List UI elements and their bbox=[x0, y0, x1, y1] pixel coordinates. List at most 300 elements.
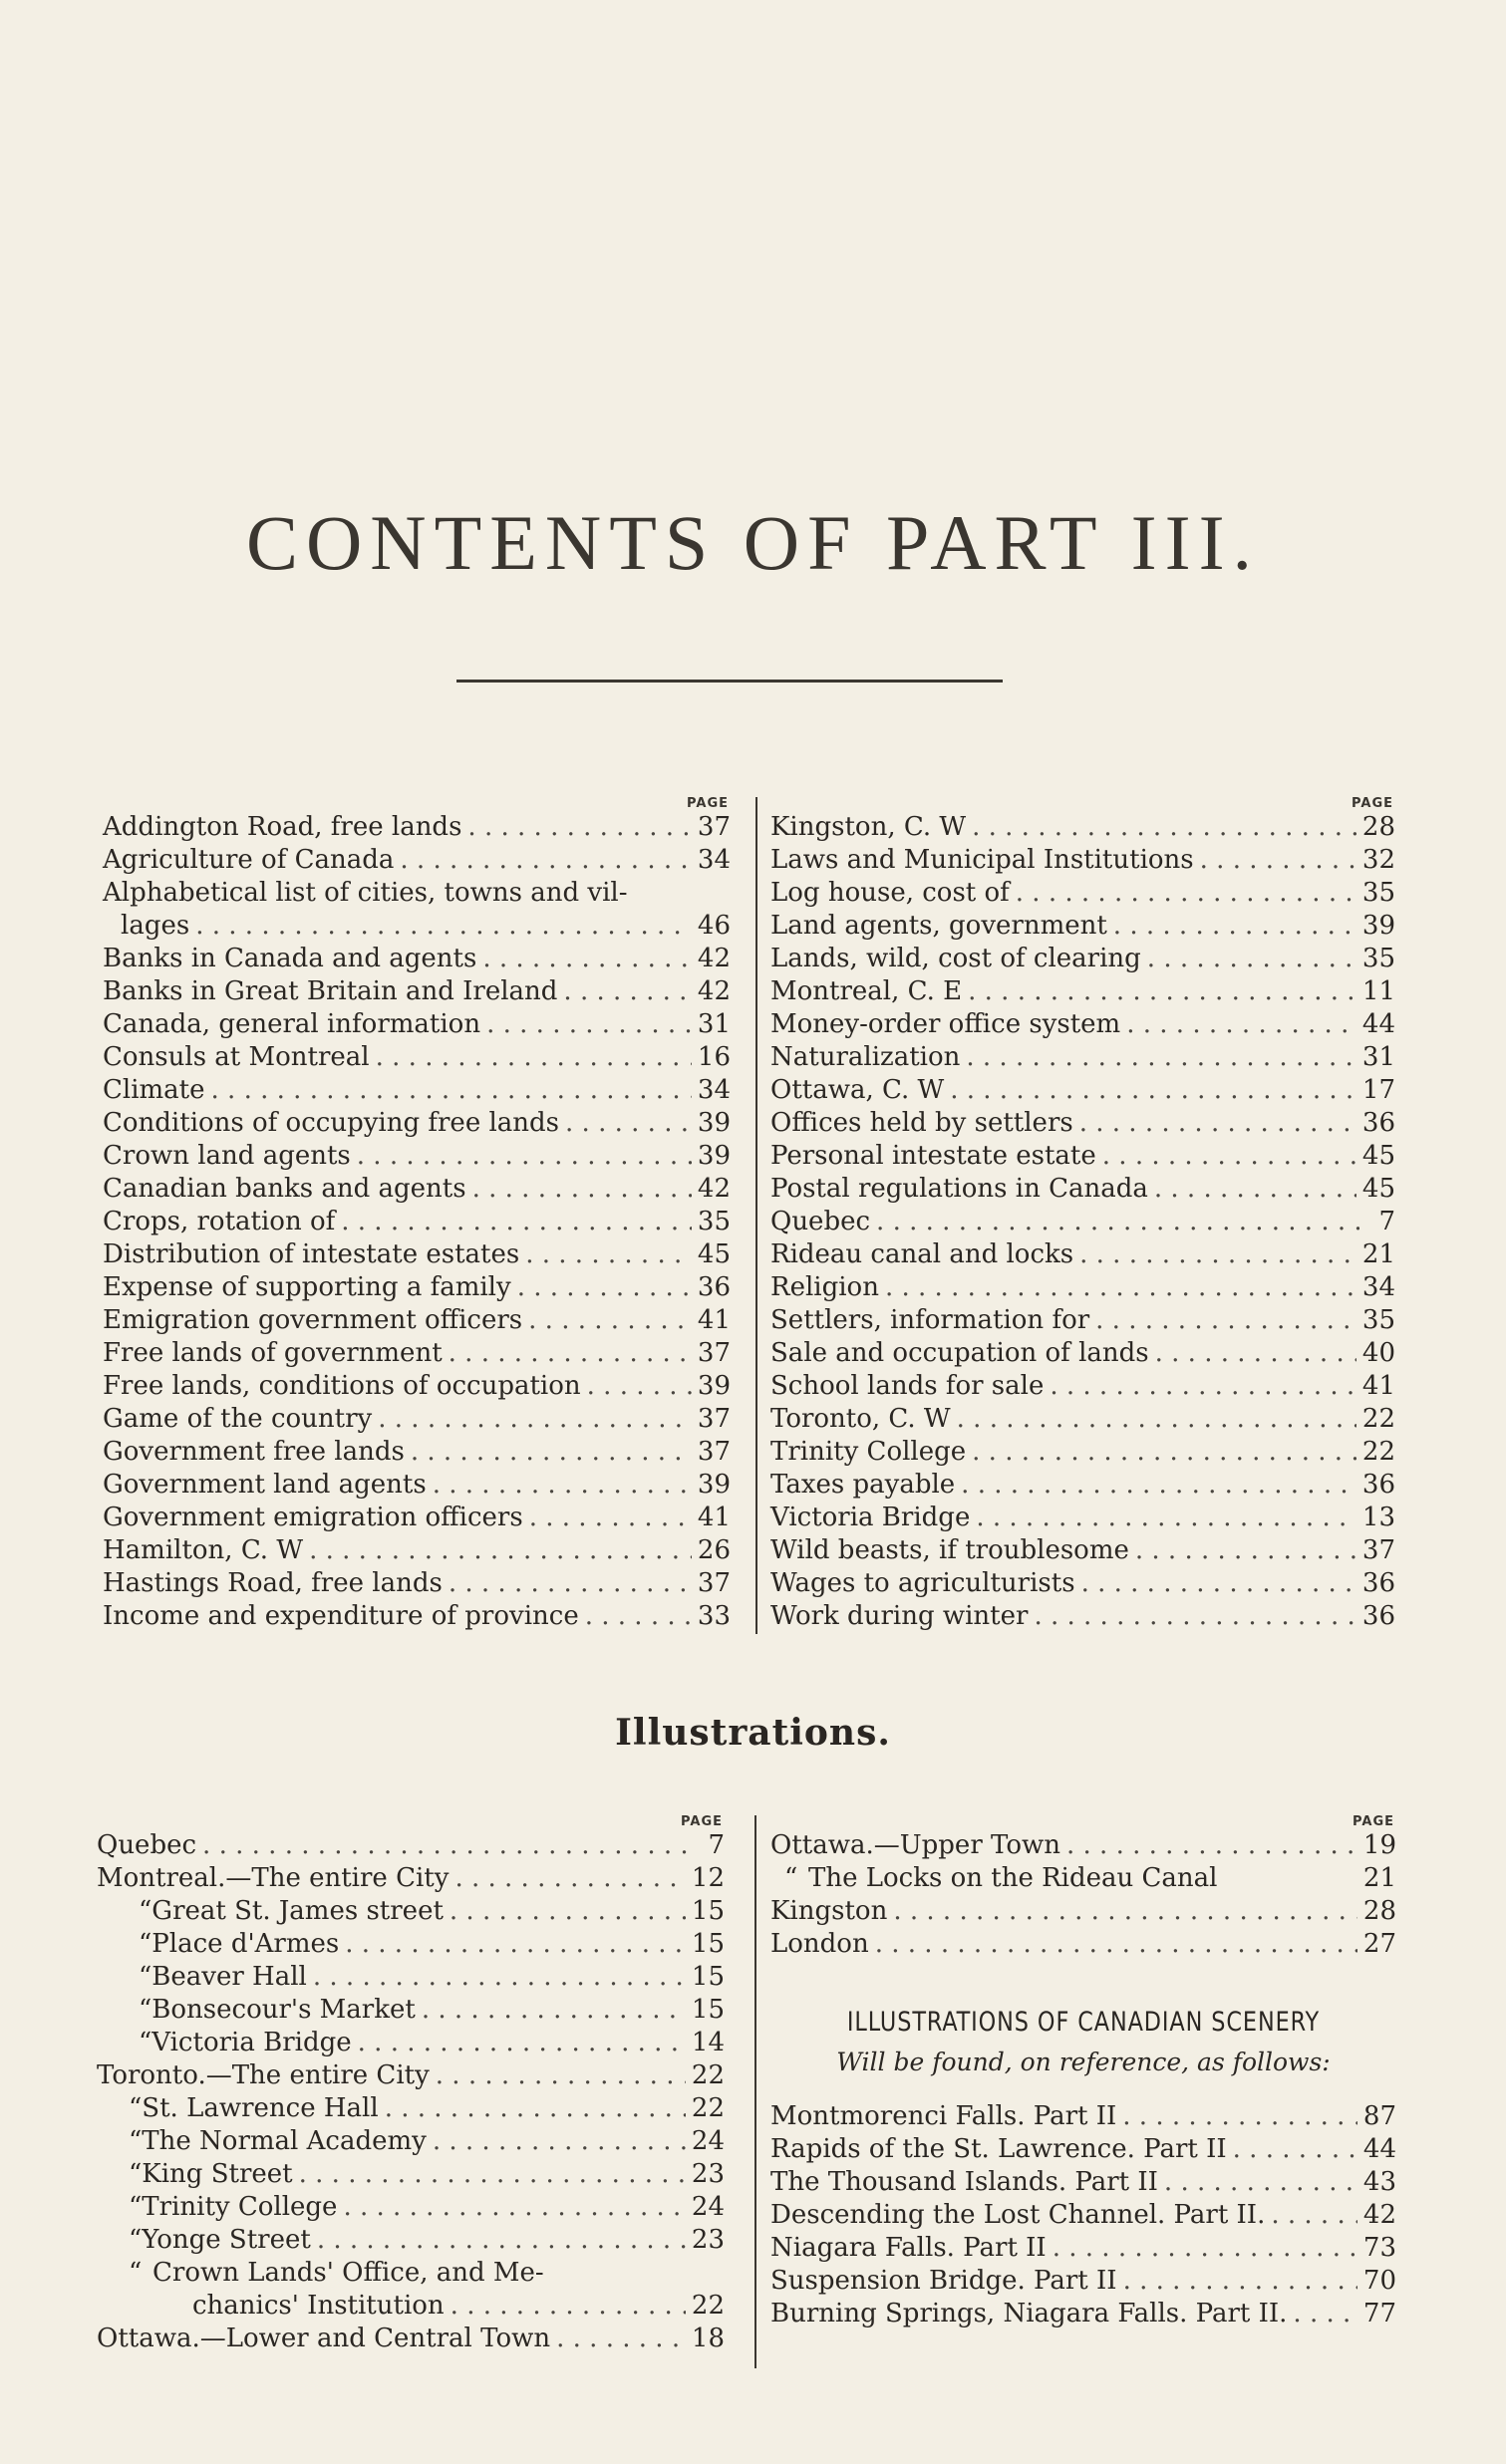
dot-leader bbox=[411, 1436, 692, 1469]
page-column-label: PAGE bbox=[687, 796, 729, 811]
page-number: 39 bbox=[697, 1371, 731, 1401]
index-entry bbox=[770, 1074, 1395, 1107]
index-entry-line bbox=[97, 2257, 725, 2290]
page-number: 44 bbox=[1361, 1009, 1395, 1039]
page-column-label: PAGE bbox=[1353, 1814, 1394, 1829]
page-number: 45 bbox=[1361, 1141, 1395, 1171]
page-title: CONTENTS OF PART III. bbox=[245, 499, 1261, 586]
index-entry-label: Income and expenditure of province bbox=[103, 1601, 579, 1631]
index-entry-line bbox=[103, 877, 731, 910]
index-entry bbox=[97, 2323, 725, 2355]
dot-leader bbox=[1123, 2265, 1357, 2298]
index-entry-label: Banks in Great Britain and Ireland bbox=[103, 976, 558, 1006]
dot-leader bbox=[449, 1337, 692, 1370]
dot-leader bbox=[585, 1600, 692, 1633]
column-divider bbox=[754, 1815, 756, 2368]
page-number: 13 bbox=[1361, 1503, 1395, 1532]
dot-leader bbox=[529, 1502, 692, 1534]
index-entry bbox=[97, 1895, 725, 1928]
index-entry bbox=[770, 1600, 1395, 1633]
page-number: 35 bbox=[697, 1207, 731, 1236]
dot-leader bbox=[1050, 1370, 1356, 1403]
illustrations-left-column bbox=[97, 1815, 725, 2355]
index-entry bbox=[770, 2298, 1396, 2330]
index-entry-label: London bbox=[770, 1929, 869, 1959]
index-entry-label: Crops, rotation of bbox=[103, 1207, 336, 1236]
page-number: 42 bbox=[697, 944, 731, 973]
page-number: 77 bbox=[1362, 2299, 1396, 2328]
page-number: 21 bbox=[1361, 1239, 1395, 1269]
index-entry bbox=[770, 1436, 1395, 1469]
page-number: 15 bbox=[691, 1896, 725, 1926]
page-number: 33 bbox=[697, 1601, 731, 1631]
dot-leader bbox=[1079, 1107, 1356, 1140]
ditto-mark: “ bbox=[129, 2192, 143, 2222]
page-number: 45 bbox=[697, 1239, 731, 1269]
dot-leader bbox=[454, 1862, 685, 1895]
index-entry-label: St. Lawrence Hall bbox=[142, 2093, 379, 2123]
index-entry bbox=[770, 2166, 1396, 2199]
dot-leader bbox=[1095, 1304, 1356, 1337]
dot-leader bbox=[195, 910, 692, 943]
dot-leader bbox=[433, 2125, 686, 2158]
index-entry-label: Trinity College bbox=[142, 2192, 338, 2222]
page-number: 17 bbox=[1361, 1075, 1395, 1105]
index-entry-label: Kingston bbox=[770, 1896, 888, 1926]
index-entry bbox=[103, 1469, 731, 1502]
index-entry bbox=[103, 1304, 731, 1337]
index-entry bbox=[770, 1140, 1395, 1173]
index-entry-label: Sale and occupation of lands bbox=[770, 1338, 1149, 1368]
index-entry bbox=[770, 877, 1395, 910]
dot-leader bbox=[202, 1829, 689, 1862]
dot-leader bbox=[433, 1469, 692, 1502]
dot-leader bbox=[211, 1074, 692, 1107]
index-entry-label: Toronto, C. W bbox=[770, 1404, 951, 1434]
index-entry-label: Montreal, C. E bbox=[770, 976, 963, 1006]
index-entry bbox=[97, 2059, 725, 2092]
index-entry bbox=[97, 1928, 725, 1961]
dot-leader bbox=[1155, 1337, 1356, 1370]
index-entry-label: Yonge Street bbox=[142, 2225, 311, 2255]
index-entry-label: Postal regulations in Canada bbox=[770, 1174, 1148, 1204]
index-entry-label: Taxes payable bbox=[770, 1470, 956, 1500]
index-entry-label: Great St. James street bbox=[151, 1896, 444, 1926]
dot-leader bbox=[957, 1403, 1356, 1436]
index-entry bbox=[770, 1041, 1395, 1074]
index-entry bbox=[103, 811, 731, 844]
page-number: 37 bbox=[697, 1404, 731, 1434]
dot-leader bbox=[950, 1074, 1356, 1107]
dot-leader bbox=[972, 811, 1356, 844]
index-entry bbox=[97, 2191, 725, 2224]
page-number: 11 bbox=[1361, 976, 1395, 1006]
index-entry-label: Land agents, government bbox=[770, 911, 1107, 941]
page-number: 36 bbox=[697, 1272, 731, 1302]
index-entry bbox=[770, 1337, 1395, 1370]
index-entry bbox=[103, 1567, 731, 1600]
page-number: 40 bbox=[1361, 1338, 1395, 1368]
dot-leader bbox=[451, 2290, 686, 2323]
dot-leader bbox=[961, 1469, 1356, 1502]
page-number: 14 bbox=[691, 2028, 725, 2057]
ditto-mark: “ bbox=[139, 2028, 152, 2057]
index-entry bbox=[97, 1961, 725, 1994]
page-number: 42 bbox=[697, 1174, 731, 1204]
dot-leader bbox=[875, 1928, 1357, 1961]
page-number: 24 bbox=[691, 2126, 725, 2156]
index-entry bbox=[770, 1403, 1395, 1436]
page-column-label: PAGE bbox=[681, 1814, 723, 1829]
dot-leader bbox=[1081, 1567, 1356, 1600]
index-entry bbox=[103, 1074, 731, 1107]
page-number: 28 bbox=[1361, 812, 1395, 842]
index-entry-label: Descending the Lost Channel. Part II. bbox=[770, 2200, 1266, 2230]
index-entry-label: Government emigration officers bbox=[103, 1503, 523, 1532]
page-number: 22 bbox=[691, 2291, 725, 2321]
index-entry-label: Log house, cost of bbox=[770, 878, 1010, 908]
index-entry bbox=[770, 943, 1395, 975]
page-number: 22 bbox=[691, 2093, 725, 2123]
dot-leader bbox=[482, 943, 692, 975]
ditto-mark: “ bbox=[129, 2225, 143, 2255]
dot-leader bbox=[1053, 2232, 1357, 2265]
page-number: 27 bbox=[1362, 1929, 1396, 1959]
page-number: 37 bbox=[697, 1568, 731, 1598]
dot-leader bbox=[1079, 1238, 1356, 1271]
index-entry bbox=[103, 1008, 731, 1041]
index-entry-label: Montreal.—The entire City bbox=[97, 1863, 450, 1893]
dot-leader bbox=[450, 1895, 686, 1928]
index-entry-label: Addington Road, free lands bbox=[103, 812, 462, 842]
index-entry bbox=[770, 1567, 1395, 1600]
dot-leader bbox=[1200, 844, 1356, 877]
index-entry bbox=[103, 1403, 731, 1436]
page-number: 41 bbox=[697, 1503, 731, 1532]
index-entry bbox=[770, 1107, 1395, 1140]
dot-leader bbox=[966, 1041, 1356, 1074]
index-entry bbox=[770, 2100, 1396, 2133]
dot-leader bbox=[313, 1961, 686, 1994]
page-number: 37 bbox=[697, 1437, 731, 1467]
dot-leader bbox=[449, 1567, 692, 1600]
page-number: 31 bbox=[697, 1009, 731, 1039]
index-entry bbox=[97, 1862, 725, 1895]
dot-leader bbox=[968, 975, 1356, 1008]
dot-leader bbox=[1034, 1600, 1355, 1633]
page-number: 12 bbox=[691, 1863, 725, 1893]
index-entry bbox=[770, 1895, 1396, 1928]
index-entry bbox=[97, 2125, 725, 2158]
page-number: 87 bbox=[1362, 2101, 1396, 2131]
dot-leader bbox=[467, 811, 691, 844]
index-entry bbox=[770, 2265, 1396, 2298]
dot-leader bbox=[1016, 877, 1356, 910]
dot-leader bbox=[400, 844, 692, 877]
page-number: 44 bbox=[1362, 2134, 1396, 2164]
page-number: 32 bbox=[1361, 845, 1395, 875]
dot-leader bbox=[1102, 1140, 1356, 1173]
index-entry-label: Lands, wild, cost of clearing bbox=[770, 944, 1141, 973]
index-entry-label: Consuls at Montreal bbox=[103, 1042, 370, 1072]
page-number: 37 bbox=[697, 812, 731, 842]
index-entry-label: Suspension Bridge. Part II bbox=[770, 2266, 1117, 2296]
index-entry bbox=[770, 2199, 1396, 2232]
index-entry bbox=[103, 1140, 731, 1173]
page-number: 34 bbox=[1361, 1272, 1395, 1302]
index-entry-label: Crown Lands' Office, and Me- bbox=[152, 2258, 544, 2288]
page-number: 21 bbox=[1362, 1863, 1396, 1893]
column-divider bbox=[755, 797, 757, 1634]
index-entry bbox=[103, 1502, 731, 1534]
index-entry-label: Trinity College bbox=[770, 1437, 967, 1467]
index-entry-label: Canada, general information bbox=[103, 1009, 481, 1039]
page-number: 37 bbox=[697, 1338, 731, 1368]
page-number: 39 bbox=[697, 1141, 731, 1171]
dot-leader bbox=[341, 1206, 692, 1238]
index-entry-label: Money-order office system bbox=[770, 1009, 1121, 1039]
index-entry bbox=[770, 1008, 1395, 1041]
dot-leader bbox=[1066, 1829, 1357, 1862]
scenery-subtitle: Will be found, on reference, as follows: bbox=[836, 2048, 1331, 2076]
index-entry bbox=[97, 1994, 725, 2027]
page-number: 34 bbox=[697, 1075, 731, 1105]
dot-leader bbox=[1147, 943, 1356, 975]
ditto-mark: “ bbox=[139, 1896, 152, 1926]
page-number: 35 bbox=[1361, 944, 1395, 973]
dot-leader bbox=[376, 1041, 692, 1074]
index-entry bbox=[770, 1862, 1396, 1895]
dot-leader bbox=[525, 1238, 692, 1271]
index-entry-label: Settlers, information for bbox=[770, 1305, 1090, 1335]
index-entry-label: Wild beasts, if troublesome bbox=[770, 1535, 1129, 1565]
index-entry-label: Offices held by settlers bbox=[770, 1108, 1073, 1138]
index-entry bbox=[770, 1829, 1396, 1862]
index-entry bbox=[770, 1271, 1395, 1304]
index-entry-label: Toronto.—The entire City bbox=[97, 2060, 430, 2090]
dot-leader bbox=[1126, 1008, 1356, 1041]
index-entry bbox=[103, 1600, 731, 1633]
ditto-mark: “ bbox=[129, 2159, 143, 2189]
page-number: 18 bbox=[691, 2324, 725, 2353]
index-entry-label: Free lands of government bbox=[103, 1338, 443, 1368]
index-entry bbox=[770, 1928, 1396, 1961]
dot-leader bbox=[317, 2224, 686, 2257]
index-entry bbox=[770, 975, 1395, 1008]
contents-right-column bbox=[770, 797, 1395, 1633]
page-number: 15 bbox=[691, 1962, 725, 1992]
illustrations-right-column bbox=[770, 1815, 1396, 2330]
index-entry-label: Hamilton, C. W bbox=[103, 1535, 304, 1565]
page-number: 7 bbox=[708, 1830, 725, 1860]
dot-leader bbox=[1135, 1534, 1356, 1567]
dot-leader bbox=[528, 1304, 692, 1337]
index-entry bbox=[103, 975, 731, 1008]
index-entry-label: Distribution of intestate estates bbox=[103, 1239, 520, 1269]
ditto-mark: “ bbox=[129, 2126, 143, 2156]
ditto-mark: “ bbox=[784, 1863, 798, 1893]
ditto-mark: “ bbox=[139, 1995, 152, 2025]
index-entry bbox=[97, 2027, 725, 2059]
page-number: 39 bbox=[1361, 911, 1395, 941]
dot-leader bbox=[1233, 2133, 1357, 2166]
index-entry bbox=[97, 2092, 725, 2125]
index-entry-label: Bonsecour's Market bbox=[151, 1995, 416, 2025]
page-number: 35 bbox=[1361, 878, 1395, 908]
page-number: 37 bbox=[1361, 1535, 1395, 1565]
index-entry-label: School lands for sale bbox=[770, 1371, 1045, 1401]
index-entry-label: Climate bbox=[103, 1075, 205, 1105]
page-number: 19 bbox=[1362, 1830, 1396, 1860]
index-entry-label: Naturalization bbox=[770, 1042, 961, 1072]
dot-leader bbox=[972, 1436, 1356, 1469]
index-entry bbox=[103, 1271, 731, 1304]
index-entry-label: Banks in Canada and agents bbox=[103, 944, 477, 973]
dot-leader bbox=[1154, 1173, 1356, 1206]
index-entry-label: Ottawa.—Lower and Central Town bbox=[97, 2324, 551, 2353]
index-entry-label: Victoria Bridge bbox=[151, 2028, 352, 2057]
index-entry bbox=[770, 2232, 1396, 2265]
index-entry-label: King Street bbox=[142, 2159, 293, 2189]
page-number: 22 bbox=[1361, 1404, 1395, 1434]
page-number: 46 bbox=[697, 911, 731, 941]
index-entry bbox=[770, 1304, 1395, 1337]
title-rule bbox=[456, 680, 1003, 683]
page-number: 70 bbox=[1362, 2266, 1396, 2296]
index-entry-label: Hastings Road, free lands bbox=[103, 1568, 443, 1598]
index-entry-label: Ottawa.—Upper Town bbox=[770, 1830, 1060, 1860]
index-entry-label: Canadian banks and agents bbox=[103, 1174, 466, 1204]
index-entry bbox=[97, 2290, 725, 2323]
index-entry bbox=[103, 910, 731, 943]
page-number: 34 bbox=[697, 845, 731, 875]
index-entry-label: chanics' Institution bbox=[192, 2291, 445, 2321]
dot-leader bbox=[587, 1370, 692, 1403]
index-entry-label: Beaver Hall bbox=[151, 1962, 307, 1992]
dot-leader bbox=[1113, 910, 1356, 943]
page-number: 41 bbox=[697, 1305, 731, 1335]
dot-leader bbox=[1271, 2199, 1357, 2232]
dot-leader bbox=[345, 1928, 686, 1961]
index-entry bbox=[770, 1534, 1395, 1567]
page-number: 31 bbox=[1361, 1042, 1395, 1072]
index-entry bbox=[97, 1829, 725, 1862]
dot-leader bbox=[1164, 2166, 1357, 2199]
index-entry-label: Victoria Bridge bbox=[770, 1503, 971, 1532]
index-entry-label: Ottawa, C. W bbox=[770, 1075, 945, 1105]
dot-leader bbox=[556, 2323, 686, 2355]
page-number: 41 bbox=[1361, 1371, 1395, 1401]
index-entry-label: Conditions of occupying free lands bbox=[103, 1108, 560, 1138]
dot-leader bbox=[976, 1502, 1356, 1534]
index-entry bbox=[103, 1238, 731, 1271]
index-entry bbox=[770, 1206, 1395, 1238]
index-entry-label: lages bbox=[121, 911, 190, 941]
dot-leader bbox=[309, 1534, 692, 1567]
index-entry bbox=[770, 910, 1395, 943]
index-entry-label: Government land agents bbox=[103, 1470, 427, 1500]
page-number: 22 bbox=[1361, 1437, 1395, 1467]
index-entry-label: Montmorenci Falls. Part II bbox=[770, 2101, 1117, 2131]
index-entry-label: Wages to agriculturists bbox=[770, 1568, 1075, 1598]
index-entry-label: The Locks on the Rideau Canal bbox=[808, 1863, 1218, 1893]
index-entry bbox=[103, 1337, 731, 1370]
page-number: 45 bbox=[1361, 1174, 1395, 1204]
index-entry-label: Laws and Municipal Institutions bbox=[770, 845, 1194, 875]
page-number: 23 bbox=[691, 2225, 725, 2255]
index-entry-label: The Normal Academy bbox=[142, 2126, 427, 2156]
dot-leader bbox=[357, 1140, 692, 1173]
dot-leader bbox=[385, 2092, 686, 2125]
page-number: 36 bbox=[1361, 1108, 1395, 1138]
dot-leader bbox=[517, 1271, 692, 1304]
index-entry bbox=[770, 1370, 1395, 1403]
index-entry-label: Kingston, C. W bbox=[770, 812, 967, 842]
index-entry-label: Personal intestate estate bbox=[770, 1141, 1096, 1171]
index-entry-label: Agriculture of Canada bbox=[103, 845, 395, 875]
ditto-mark: “ bbox=[129, 2093, 143, 2123]
index-entry bbox=[770, 1238, 1395, 1271]
index-entry bbox=[103, 1173, 731, 1206]
index-entry bbox=[770, 2133, 1396, 2166]
index-entry bbox=[103, 1370, 731, 1403]
page-number: 23 bbox=[691, 2159, 725, 2189]
index-entry-label: Quebec bbox=[97, 1830, 197, 1860]
index-entry-label: Niagara Falls. Part II bbox=[770, 2233, 1047, 2263]
dot-leader bbox=[486, 1008, 692, 1041]
index-entry-label: Rapids of the St. Lawrence. Part II bbox=[770, 2134, 1227, 2164]
dot-leader bbox=[422, 1994, 686, 2027]
index-entry-label: Crown land agents bbox=[103, 1141, 351, 1171]
page-number: 36 bbox=[1361, 1470, 1395, 1500]
index-entry bbox=[770, 1502, 1395, 1534]
index-entry-label: Work during winter bbox=[770, 1601, 1029, 1631]
contents-left-column bbox=[103, 797, 731, 1633]
index-entry-label: The Thousand Islands. Part II bbox=[770, 2167, 1158, 2197]
page-number: 39 bbox=[697, 1470, 731, 1500]
page-number: 28 bbox=[1362, 1896, 1396, 1926]
index-entry bbox=[97, 2224, 725, 2257]
page-number: 36 bbox=[1361, 1601, 1395, 1631]
dot-leader bbox=[893, 1895, 1357, 1928]
illustrations-heading: Illustrations. bbox=[615, 1712, 891, 1754]
dot-leader bbox=[378, 1403, 692, 1436]
dot-leader bbox=[299, 2158, 686, 2191]
index-entry bbox=[103, 943, 731, 975]
ditto-mark: “ bbox=[139, 1962, 152, 1992]
index-entry bbox=[103, 844, 731, 877]
page-number: 16 bbox=[697, 1042, 731, 1072]
dot-leader bbox=[565, 1107, 692, 1140]
page-number: 39 bbox=[697, 1108, 731, 1138]
page-number: 15 bbox=[691, 1929, 725, 1959]
index-entry bbox=[103, 1206, 731, 1238]
index-entry-label: Quebec bbox=[770, 1207, 871, 1236]
scenery-title: ILLUSTRATIONS OF CANADIAN SCENERY bbox=[846, 2007, 1321, 2038]
index-entry-label: Religion bbox=[770, 1272, 879, 1302]
index-entry bbox=[103, 1041, 731, 1074]
page-number: 43 bbox=[1362, 2167, 1396, 2197]
page-number: 24 bbox=[691, 2192, 725, 2222]
page-number: 35 bbox=[1361, 1305, 1395, 1335]
page-number: 36 bbox=[1361, 1568, 1395, 1598]
page-number: 73 bbox=[1362, 2233, 1396, 2263]
index-entry bbox=[103, 1534, 731, 1567]
index-entry-label: Emigration government officers bbox=[103, 1305, 523, 1335]
page-number: 42 bbox=[1362, 2200, 1396, 2230]
index-entry bbox=[770, 1173, 1395, 1206]
dot-leader bbox=[436, 2059, 686, 2092]
